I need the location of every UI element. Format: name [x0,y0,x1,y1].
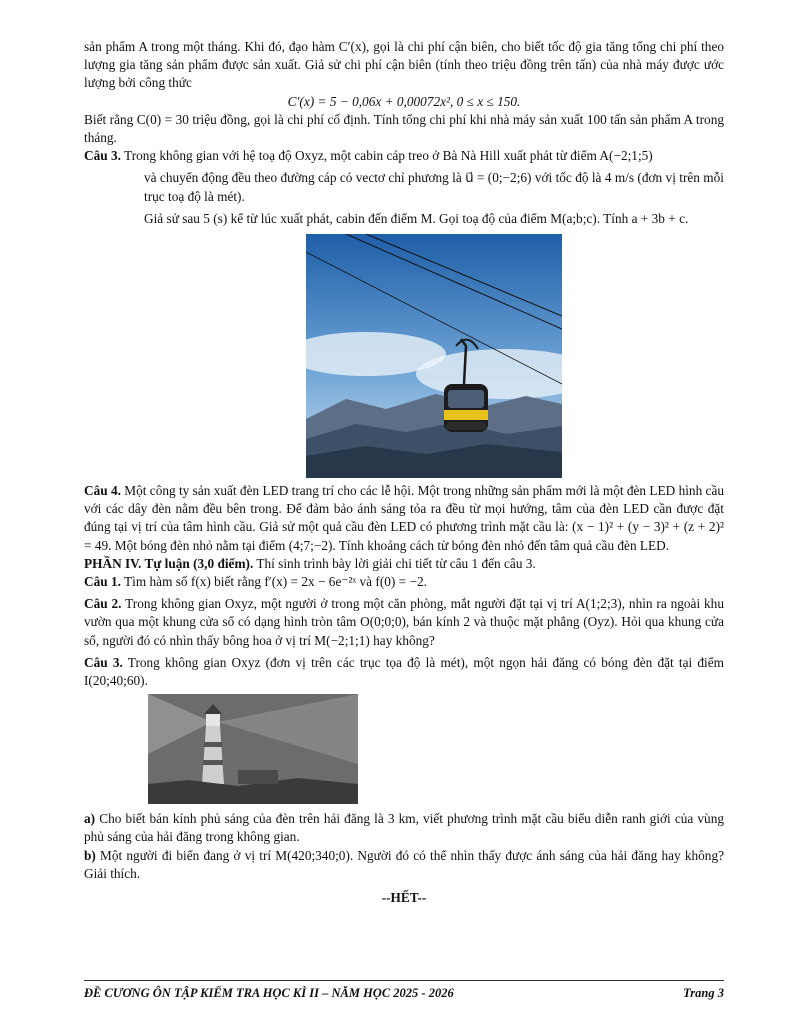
essay-question-3-label: Câu 3. [84,654,123,670]
end-mark: --HẾT-- [381,890,427,906]
essay-question-2-text: Trong không gian Oxyz, một người ở trong một căn phòng, mắt người đặt tại vị trí A(1;2;3), nhìn ra ngoài khu vườn qua một khung cửa sổ có dạng hình tròn tâm O(0;0;0), bán kính 2 và thuộc mặt phẳng (Oyz). Hỏi qua khung cửa sổ, người đó có nhìn thấy bông hoa ở vị trí M(−2;1;1) hay không? [84,596,724,648]
part-4-header [84,555,724,573]
essay-question-3a-text: Cho biết bán kính phủ sáng của đèn trên hải đăng là 3 km, viết phương trình mặt cầu biểu diễn ranh giới của vùng phủ sáng của hải đăng trong không gian. [84,811,724,845]
essay-question-1-text: Tìm hàm số f(x) biết rằng f′(x) = 2x − 6e⁻²ˣ và f(0) = −2. [124,574,427,590]
essay-question-1 [84,573,724,591]
part-4-title: PHẦN IV. Tự luận (3,0 điểm). [84,555,254,571]
essay-question-1-label: Câu 1. [84,574,121,590]
essay-question-2 [84,595,724,650]
question-3-text: Trong không gian với hệ toạ độ Oxyz, một cabin cáp treo ở Bà Nà Hill xuất phát từ điểm A(−2;1;5) [124,148,653,164]
footer-title: ĐỀ CƯƠNG ÔN TẬP KIỂM TRA HỌC KÌ II – NĂM HỌC 2025 - 2026 [84,986,454,1000]
question-3 [84,147,724,165]
essay-question-3a-label: a) [84,811,96,827]
page-content [84,38,724,907]
essay-question-3 [84,654,724,690]
essay-question-2-label: Câu 2. [84,596,122,612]
marginal-cost-formula: C′(x) = 5 − 0,06x + 0,00072x², 0 ≤ x ≤ 150. [287,93,521,109]
lighthouse-photo [148,694,358,804]
essay-question-3a [84,810,724,846]
page-number: Trang 3 [683,986,724,1000]
question-3-label: Câu 3. [84,148,121,164]
essay-question-3b-label: b) [84,847,96,863]
essay-question-3b [84,847,724,883]
question-3-ask: Giả sử sau 5 (s) kể từ lúc xuất phát, cabin đến điểm M. Gọi toạ độ của điểm M(a;b;c). Tính a + 3b + c. [144,210,689,226]
essay-question-3-text: Trong không gian Oxyz (đơn vị trên các trục tọa độ là mét), một ngọn hải đăng có bóng đèn đặt tại điểm I(20;40;60). [84,654,724,689]
intro-question: Biết rằng C(0) = 30 triệu đồng, gọi là chi phí cố định. Tính tổng chi phí khi nhà máy sản xuất 100 tấn sản phẩm A trong tháng. [84,111,724,146]
essay-question-3b-text: Một người đi biển đang ở vị trí M(420;340;0). Người đó có thể nhìn thấy được ánh sáng của hải đăng hay không? Giải thích. [84,847,724,881]
question-4-text: Một công ty sản xuất đèn LED trang trí cho các lễ hội. Một trong những sản phẩm mới là một đèn LED hình cầu với các dây đèn nằm đều bên trong. Để đảm bảo ánh sáng tỏa ra đều từ mọi hướng, tâm của đèn LED cần được đặt đúng tại vị trí của tâm hình cầu. Giả sử một quả cầu đèn LED có phương trình mặt cầu là: (x − 1)² + (y − 3)² + (z + 2)² = 49. Một bóng đèn nhỏ nằm tại điểm (4;7;−2). Tính khoảng cách từ bóng đèn nhỏ đến tâm quả cầu đèn LED. [84,483,724,553]
question-4 [84,482,724,555]
intro-paragraph: sản phẩm A trong một tháng. Khi đó, đạo hàm C′(x), gọi là chi phí cận biên, cho biết tốc độ gia tăng tổng chi phí theo lượng gia tăng sản phẩm được sản xuất. Giả sử chi phí cận biên (tính theo triệu đồng trên tấn) của nhà máy được ước lượng bởi công thức [84,39,724,91]
part-4-description: Thí sinh trình bày lời giải chi tiết từ câu 1 đến câu 3. [256,555,536,571]
cable-car-photo [306,234,562,478]
cable-car-illustration [306,234,562,478]
question-3-direction: và chuyển động đều theo đường cáp có vectơ chỉ phương là u⃗ = (0;−2;6) với tốc độ là 4 m/s (đơn vị trên mỗi trục toạ độ là mét). [144,170,724,204]
page-footer [84,980,724,1001]
question-4-label: Câu 4. [84,483,121,499]
lighthouse-illustration [148,694,358,804]
